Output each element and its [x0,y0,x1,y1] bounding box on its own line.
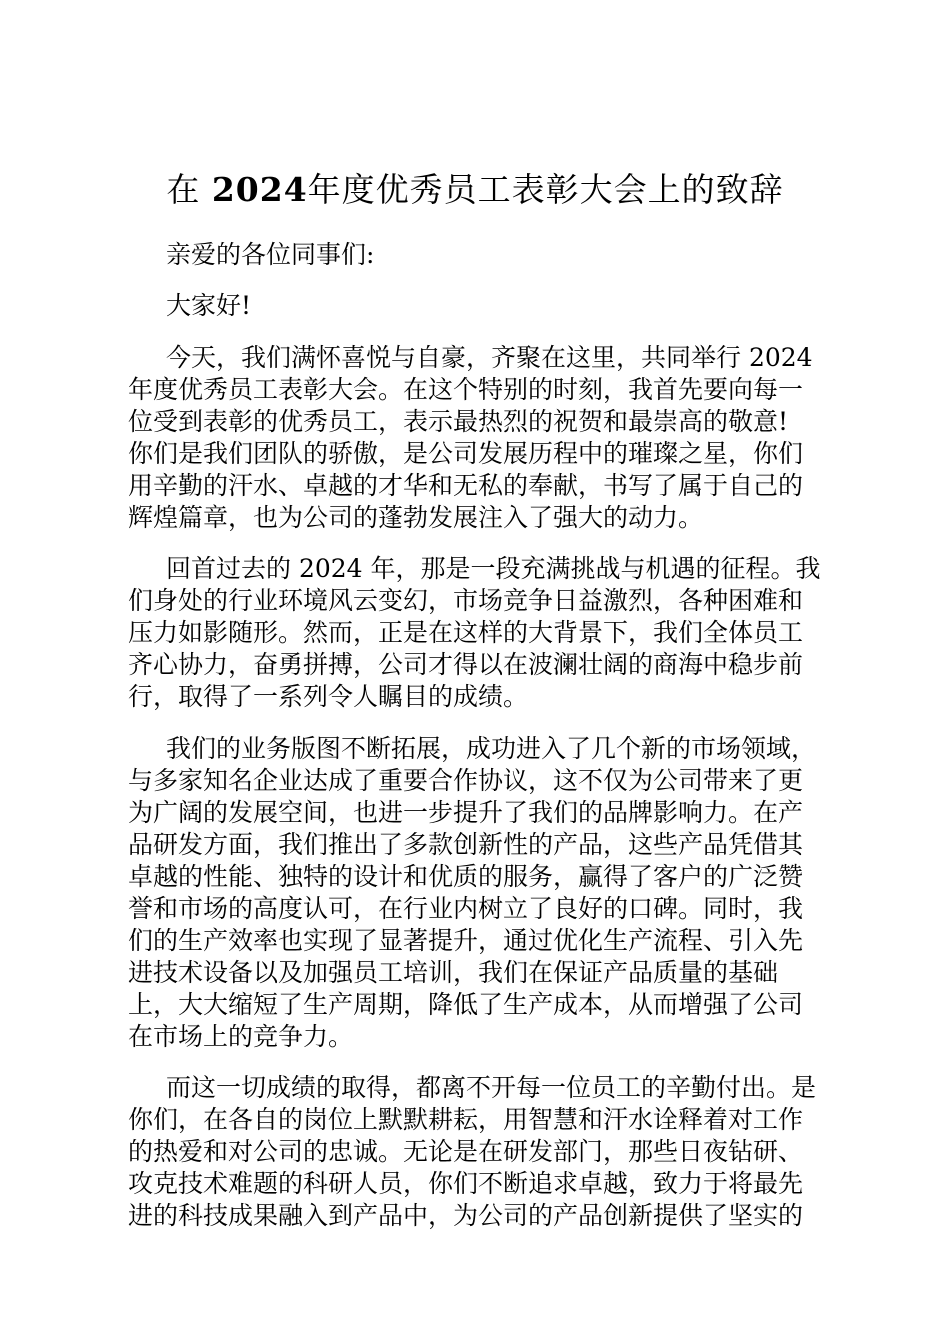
title-year: 2024 [211,170,308,209]
paragraph-3-line-8: 进技术设备以及加强员工培训，我们在保证产品质量的基础 [128,958,779,987]
paragraph-4-line-3: 的热爱和对公司的忠诚。无论是在研发部门，那些日夜钻研、 [128,1137,804,1166]
salutation: 亲爱的各位同事们: [166,240,375,269]
paragraph-1-line-4: 你们是我们团队的骄傲，是公司发展历程中的璀璨之星，你们 [128,439,804,468]
paragraph-1-line-1: 今天，我们满怀喜悦与自豪，齐聚在这里，共同举行 2024 [166,343,813,372]
paragraph-4-line-5: 进的科技成果融入到产品中，为公司的产品创新提供了坚实的 [128,1201,804,1230]
paragraph-1-line-6: 辉煌篇章，也为公司的蓬勃发展注入了强大的动力。 [128,503,704,532]
paragraph-4-line-4: 攻克技术难题的科研人员，你们不断追求卓越，致力于将最先 [128,1169,804,1198]
paragraph-2-line-3: 压力如影随形。然而，正是在这样的大背景下，我们全体员工 [128,618,804,647]
paragraph-3-line-5: 卓越的性能、独特的设计和优质的服务，赢得了客户的广泛赞 [128,862,804,891]
paragraph-2-line-4: 齐心协力，奋勇拼搏，公司才得以在波澜壮阔的商海中稳步前 [128,650,804,679]
paragraph-3-line-2: 与多家知名企业达成了重要合作协议，这不仅为公司带来了更 [128,766,804,795]
greeting: 大家好! [166,291,252,320]
paragraph-4-line-2: 你们，在各自的岗位上默默耕耘，用智慧和汗水诠释着对工作 [128,1105,804,1134]
document-title [0,168,950,212]
paragraph-2-line-5: 行，取得了一系列令人瞩目的成绩。 [128,682,529,711]
paragraph-1-line-3: 位受到表彰的优秀员工，表示最热烈的祝贺和最崇高的敬意! [128,407,789,436]
paragraph-3-line-1: 我们的业务版图不断拓展，成功进入了几个新的市场领域， [166,734,817,763]
paragraph-1-line-2: 年度优秀员工表彰大会。在这个特别的时刻，我首先要向每一 [128,375,804,404]
paragraph-3-line-10: 在市场上的竞争力。 [128,1022,354,1051]
paragraph-3-line-6: 誉和市场的高度认可，在行业内树立了良好的口碑。同时，我 [128,894,804,923]
paragraph-3-line-7: 们的生产效率也实现了显著提升，通过优化生产流程、引入先 [128,926,804,955]
paragraph-3-line-3: 为广阔的发展空间，也进一步提升了我们的品牌影响力。在产 [128,798,804,827]
paragraph-3-line-4: 品研发方面，我们推出了多款创新性的产品，这些产品凭借其 [128,830,804,859]
paragraph-3-line-9: 上，大大缩短了生产周期，降低了生产成本，从而增强了公司 [128,990,804,1019]
paragraph-2-line-1: 回首过去的 2024 年，那是一段充满挑战与机遇的征程。我 [166,554,821,583]
title-prefix: 在 [166,170,212,209]
paragraph-1-line-5: 用辛勤的汗水、卓越的才华和无私的奉献，书写了属于自己的 [128,471,804,500]
paragraph-2-line-2: 们身处的行业环境风云变幻，市场竞争日益激烈，各种困难和 [128,586,804,615]
paragraph-4-line-1: 而这一切成绩的取得，都离不开每一位员工的辛勤付出。是 [166,1073,817,1102]
title-suffix: 年度优秀员工表彰大会上的致辞 [307,170,784,209]
